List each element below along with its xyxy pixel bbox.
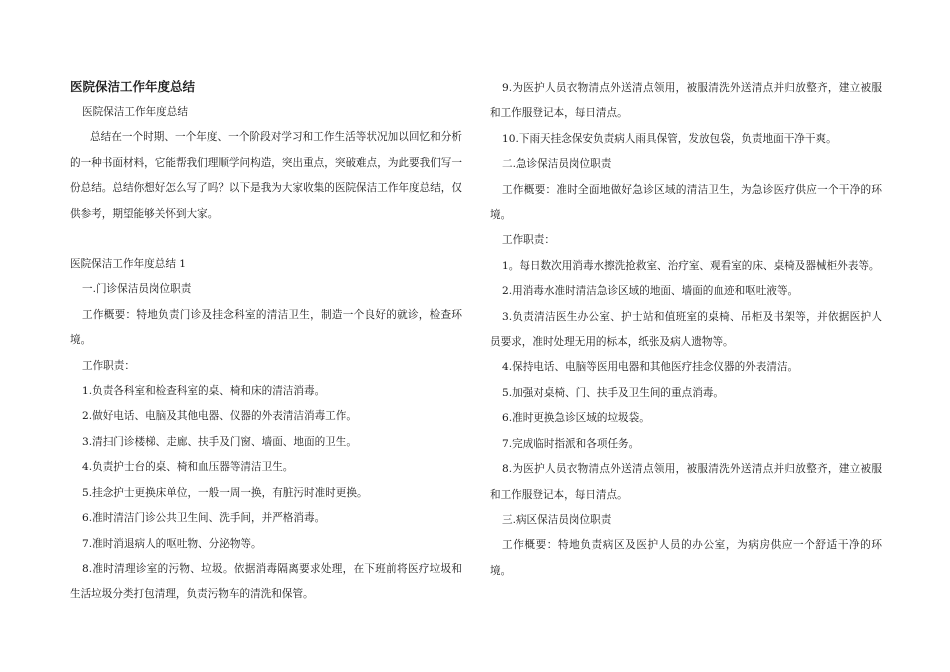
part2-item: 2.用消毒水准时清洁急诊区域的地面、墙面的血迹和呕吐液等。 xyxy=(502,285,799,298)
part1-item: 9.为医护人员衣物清点外送清点领用，被服清洗外送清点并归放整齐，建立被服和工作服登记本，每日清点。 xyxy=(490,82,882,120)
part1-item: 10.下雨天挂念保安负责病人雨具保管，发放包袋，负责地面干净干爽。 xyxy=(502,132,837,145)
document-title: 医院保洁工作年度总结 xyxy=(70,79,196,94)
part2-item: 1。每日数次用消毒水擦洗抢救室、治疗室、观看室的床、桌椅及器械柜外表等。 xyxy=(502,259,880,272)
part2-heading: 二.急诊保洁员岗位职责 xyxy=(502,158,612,171)
part1-item: 4.负责护士台的桌、椅和血压器等清洁卫生。 xyxy=(82,461,294,474)
part2-item: 8.为医护人员衣物清点外送清点领用，被服清洗外送清点并归放整齐，建立被服和工作服登记本，每日清点。 xyxy=(490,463,882,501)
part2-item: 7.完成临时指派和各项任务。 xyxy=(502,437,640,450)
part1-item: 1.负责各科室和检查科室的桌、椅和床的清洁消毒。 xyxy=(82,385,326,398)
part1-item: 8.准时清理诊室的污物、垃圾。依据消毒隔离要求处理，在下班前将医疗垃圾和生活垃圾分类打包清理，负责污物车的清洗和保管。 xyxy=(70,562,462,601)
document-subtitle: 医院保洁工作年度总结 xyxy=(82,106,188,118)
part1-item: 5.挂念护士更换床单位，一般一周一换，有脏污时准时更换。 xyxy=(82,486,368,499)
paragraph-gap xyxy=(70,227,462,252)
part2-item: 5.加强对桌椅、门、扶手及卫生间的重点消毒。 xyxy=(502,386,724,399)
part1-item: 6.准时清洁门诊公共卫生间、洗手间，并严格消毒。 xyxy=(82,512,326,525)
section-title: 医院保洁工作年度总结 1 xyxy=(70,258,187,271)
right-column xyxy=(490,76,882,584)
part2-item: 6.准时更换急诊区域的垃圾袋。 xyxy=(502,412,650,425)
part1-item: 7.准时消退病人的呕吐物、分泌物等。 xyxy=(82,537,262,550)
part1-duties-label: 工作职责： xyxy=(82,359,135,372)
part2-item: 4.保持电话、电脑等医用电器和其他医疗挂念仪器的外表清洁。 xyxy=(502,361,799,374)
part2-item: 3.负责清洁医生办公室、护士站和值班室的桌椅、吊柜及书架等，并依据医护人员要求，准时处理无用的标本，纸张及病人遗物等。 xyxy=(490,310,882,349)
part1-item: 3.清扫门诊楼梯、走廊、扶手及门窗、墙面、地面的卫生。 xyxy=(82,435,357,448)
part3-heading: 三.病区保洁员岗位职责 xyxy=(502,513,612,526)
part2-duties-label: 工作职责： xyxy=(502,234,555,247)
part3-overview: 工作概要：特地负责病区及医护人员的办公室，为病房供应一个舒适干净的环境。 xyxy=(490,539,882,577)
part1-overview: 工作概要：特地负责门诊及挂念科室的清洁卫生，制造一个良好的就诊，检查环境。 xyxy=(70,308,462,347)
left-column xyxy=(70,76,462,608)
part2-overview: 工作概要：准时全面地做好急诊区域的清洁卫生，为急诊医疗供应一个干净的环境。 xyxy=(490,183,882,222)
part1-heading: 一.门诊保洁员岗位职责 xyxy=(82,283,192,296)
part1-item: 2.做好电话、电脑及其他电器、仪器的外表清洁消毒工作。 xyxy=(82,410,357,423)
intro-paragraph: 总结在一个时期、一个年度、一个阶段对学习和工作生活等状况加以回忆和分析的一种书面材料，它能帮我们理顺学问构造，突出重点，突破难点，为此要我们写一份总结。总结你想好怎么写了吗？以下是我为大家收集的医院保洁工作年度总结，仅供参考，期望能够关怀到大家。 xyxy=(70,131,462,220)
